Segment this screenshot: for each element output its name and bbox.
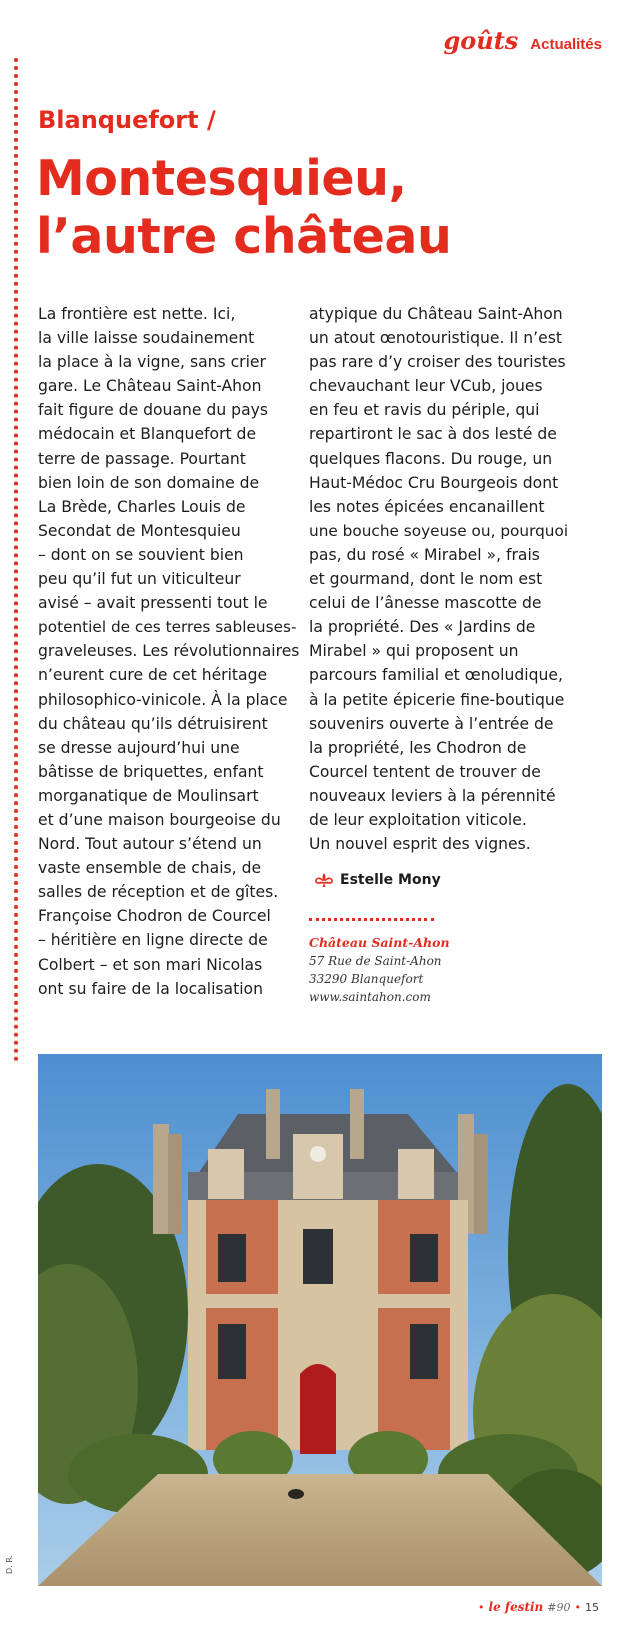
article-text-line: un atout œnotouristique. Il n’est xyxy=(309,329,562,348)
article-text-line: La frontière est nette. Ici, xyxy=(38,305,236,323)
article-text-line: et d’une maison bourgeoise du xyxy=(38,810,281,829)
footer-bullet: • xyxy=(574,1601,581,1614)
article-text-line: la ville laisse soudainement xyxy=(38,329,255,348)
article-text-line: graveleuses. Les révolutionnaires xyxy=(38,642,300,661)
article-text-line: repartiront le sac à dos lesté de xyxy=(309,425,557,444)
info-dotted-rule xyxy=(309,918,434,921)
article-text-line: La Brède, Charles Louis de xyxy=(38,497,246,516)
article-column-1 xyxy=(38,302,300,1001)
article-text-line: morganatique de Moulinsart xyxy=(38,786,259,805)
page-footer xyxy=(478,1600,599,1614)
article-text-line: Secondat de Montesquieu xyxy=(38,521,241,540)
article-text-line: pas rare d’y croiser des touristes xyxy=(309,353,566,372)
article-text-line: Nord. Tout autour s’étend un xyxy=(38,835,262,854)
article-text-line: quelques flacons. Du rouge, un xyxy=(309,449,553,468)
article-text-line: Un nouvel esprit des vignes. xyxy=(309,835,531,854)
article-text-line: les notes épicées encanaillent xyxy=(309,497,545,516)
section-label: Actualités xyxy=(530,36,602,53)
article-text-line: bâtisse de briquettes, enfant xyxy=(38,762,264,781)
article-text-line: peu qu’il fut un viticulteur xyxy=(38,570,241,589)
article-text-line: la place à la vigne, sans crier xyxy=(38,353,266,372)
dotted-margin-rule xyxy=(14,58,18,1062)
location-kicker: Blanquefort / xyxy=(38,106,216,134)
article-text-line: se dresse aujourd’hui une xyxy=(38,738,240,757)
headline-line-2: l’autre château xyxy=(36,208,452,265)
article-headline xyxy=(36,150,596,266)
author-name: Estelle Mony xyxy=(340,872,441,888)
article-text-line: chevauchant leur VCub, joues xyxy=(309,377,543,396)
fleur-de-lis-icon xyxy=(315,873,333,887)
article-text-line: de leur exploitation viticole. xyxy=(309,810,527,829)
author-signature xyxy=(315,872,441,888)
page-number: 15 xyxy=(585,1601,599,1614)
magazine-name: le festin xyxy=(488,1600,544,1614)
article-text-line: vaste ensemble de chais, de xyxy=(38,859,262,878)
article-text-line: du château qu’ils détruisirent xyxy=(38,714,268,733)
article-text-line: ont su faire de la localisation xyxy=(38,979,263,998)
article-text-line: gare. Le Château Saint-Ahon xyxy=(38,377,262,396)
article-text-line: – héritière en ligne directe de xyxy=(38,931,268,950)
headline-line-1: Montesquieu, xyxy=(36,150,407,207)
article-text-line: potentiel de ces terres sableuses- xyxy=(38,618,297,637)
article-text-line: terre de passage. Pourtant xyxy=(38,449,246,468)
article-text-line: celui de l’ânesse mascotte de xyxy=(309,594,542,613)
article-text-line: parcours familial et œnoludique, xyxy=(309,666,563,685)
article-text-line: avisé – avait pressenti tout le xyxy=(38,594,268,613)
article-text-line: atypique du Château Saint-Ahon xyxy=(309,305,563,323)
page-header xyxy=(443,26,602,55)
article-column-2 xyxy=(309,302,571,856)
article-text-line: médocain et Blanquefort de xyxy=(38,425,257,444)
article-text-line: Haut-Médoc Cru Bourgeois dont xyxy=(309,473,559,492)
issue-number: #90 xyxy=(547,1601,571,1614)
venue-info-box xyxy=(309,918,450,1006)
article-text-line: souvenirs ouverte à l’entrée de xyxy=(309,714,554,733)
article-text-line: – dont on se souvient bien xyxy=(38,545,244,564)
photo-credit: D. R. xyxy=(5,1554,14,1574)
article-text-line: et gourmand, dont le nom est xyxy=(309,570,543,589)
venue-address-city: 33290 Blanquefort xyxy=(309,972,424,986)
article-text-line: n’eurent cure de cet héritage xyxy=(38,666,268,685)
venue-website-link[interactable]: www.saintahon.com xyxy=(309,990,431,1004)
venue-name: Château Saint-Ahon xyxy=(309,935,450,950)
article-text-line: Françoise Chodron de Courcel xyxy=(38,907,271,926)
rubric-label: goûts xyxy=(443,26,519,55)
venue-address-street: 57 Rue de Saint-Ahon xyxy=(309,954,442,968)
article-text-line: en feu et ravis du périple, qui xyxy=(309,401,540,420)
article-text-line: à la petite épicerie fine-boutique xyxy=(309,690,565,709)
article-text-line: une bouche soyeuse ou, pourquoi xyxy=(309,521,569,540)
article-text-line: salles de réception et de gîtes. xyxy=(38,883,279,902)
article-text-line: philosophico-vinicole. À la place xyxy=(38,690,288,709)
footer-bullet: • xyxy=(478,1601,485,1614)
article-text-line: Mirabel » qui proposent un xyxy=(309,642,519,661)
article-text-line: Courcel tentent de trouver de xyxy=(309,762,541,781)
article-text-line: la propriété, les Chodron de xyxy=(309,738,527,757)
article-text-line: pas, du rosé « Mirabel », frais xyxy=(309,545,540,564)
article-text-line: bien loin de son domaine de xyxy=(38,473,260,492)
article-text-line: Colbert – et son mari Nicolas xyxy=(38,955,263,974)
chateau-photo xyxy=(38,1054,602,1586)
article-text-line: la propriété. Des « Jardins de xyxy=(309,618,536,637)
article-text-line: nouveaux leviers à la pérennité xyxy=(309,786,556,805)
article-text-line: fait figure de douane du pays xyxy=(38,401,268,420)
